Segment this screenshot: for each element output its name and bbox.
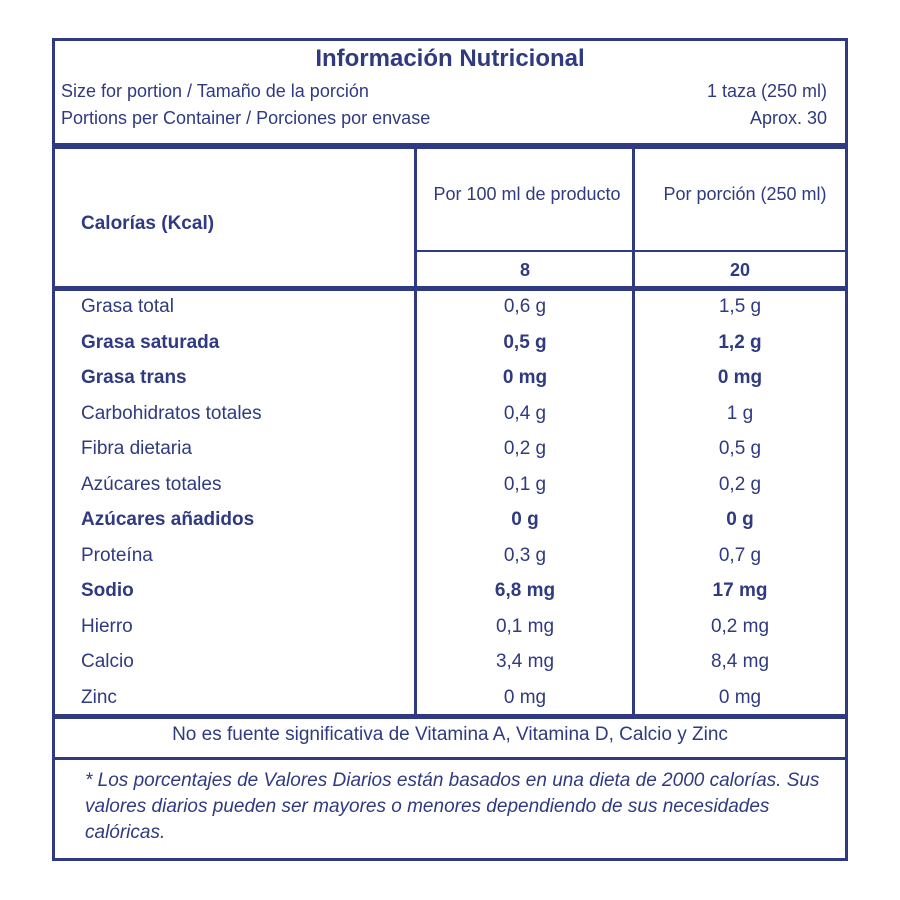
nutrient-per-portion: 0 g	[726, 509, 754, 530]
nutrient-row	[55, 504, 845, 540]
nutrient-row	[55, 682, 845, 718]
nutrient-per-100ml: 0,2 g	[503, 438, 547, 459]
nutrient-per-portion: 17 mg	[712, 580, 768, 601]
nutrient-per-100ml: 0,1 g	[503, 473, 547, 495]
vitamin-note: No es fuente significativa de Vitamina A, Vitamina D, Calcio y Zinc	[172, 724, 728, 745]
nutrient-name: Grasa total	[81, 296, 174, 317]
nutrient-row	[55, 398, 845, 434]
nutrient-per-portion: 0,5 g	[718, 438, 762, 459]
nutrient-per-portion: 0,7 g	[718, 544, 762, 566]
nutrient-per-portion: 8,4 mg	[710, 651, 770, 672]
footnote: * Los porcentajes de Valores Diarios están basados en una dieta de 2000 calorías. Sus valores diarios pueden ser mayores o menores dependiendo de sus necesidades calóricas.	[85, 770, 820, 843]
label-title: Información Nutricional	[315, 45, 585, 72]
calories-per-100ml: 8	[519, 260, 530, 280]
nutrient-per-portion: 0 mg	[717, 367, 763, 388]
nutrient-per-100ml: 0,1 mg	[495, 615, 555, 637]
nutrient-row	[55, 611, 845, 647]
footnote-divider	[55, 757, 845, 760]
nutrient-per-portion: 1,2 g	[718, 331, 762, 353]
nutrient-row	[55, 646, 845, 682]
nutrient-name: Grasa trans	[81, 367, 187, 388]
nutrient-per-100ml: 0,6 g	[503, 296, 547, 317]
header-divider	[55, 143, 845, 149]
nutrient-name: Proteína	[81, 544, 153, 566]
nutrient-name: Hierro	[81, 615, 133, 637]
serving-size-value: 1 taza (250 ml)	[706, 81, 827, 101]
nutrient-per-portion: 0,2 mg	[710, 615, 770, 637]
column-header-divider	[417, 250, 845, 252]
nutrient-name: Calcio	[81, 651, 134, 672]
nutrient-row	[55, 469, 845, 505]
nutrient-per-portion: 0,2 g	[718, 473, 762, 495]
nutrient-row	[55, 362, 845, 398]
nutrient-per-100ml: 0 mg	[502, 367, 548, 388]
nutrient-row	[55, 575, 845, 611]
nutrient-name: Azúcares totales	[81, 473, 222, 495]
nutrient-name: Sodio	[81, 580, 134, 601]
column-header-per-portion: Por porción (250 ml)	[663, 184, 827, 204]
nutrient-name: Zinc	[81, 686, 117, 708]
nutrient-per-100ml: 6,8 mg	[494, 580, 556, 601]
nutrient-per-portion: 1,5 g	[718, 296, 762, 317]
nutrient-per-100ml: 0 mg	[503, 686, 547, 708]
nutrient-row	[55, 327, 845, 363]
portions-label: Portions per Container / Porciones por envase	[61, 108, 431, 128]
nutrient-name: Fibra dietaria	[81, 438, 192, 459]
calories-per-portion: 20	[729, 260, 751, 280]
table-bottom-divider	[55, 714, 845, 719]
portions-value: Aprox. 30	[749, 108, 827, 128]
nutrient-per-100ml: 0 g	[511, 509, 539, 530]
serving-size-label: Size for portion / Tamaño de la porción	[61, 81, 369, 101]
nutrition-facts-label	[52, 38, 848, 861]
nutrient-per-100ml: 0,3 g	[503, 544, 547, 566]
nutrient-name: Azúcares añadidos	[81, 509, 255, 530]
nutrient-per-100ml: 0,5 g	[503, 331, 547, 353]
nutrient-name: Grasa saturada	[81, 331, 220, 353]
nutrient-per-100ml: 0,4 g	[503, 402, 547, 424]
nutrient-name: Carbohidratos totales	[81, 402, 262, 424]
nutrient-row	[55, 291, 845, 327]
nutrient-row	[55, 433, 845, 469]
nutrient-per-portion: 0 mg	[718, 686, 762, 708]
nutrient-per-portion: 1 g	[726, 402, 754, 424]
nutrient-per-100ml: 3,4 mg	[495, 651, 555, 672]
column-header-per-100ml: Por 100 ml de producto	[433, 184, 621, 204]
nutrient-row	[55, 540, 845, 576]
calories-label: Calorías (Kcal)	[81, 213, 215, 234]
